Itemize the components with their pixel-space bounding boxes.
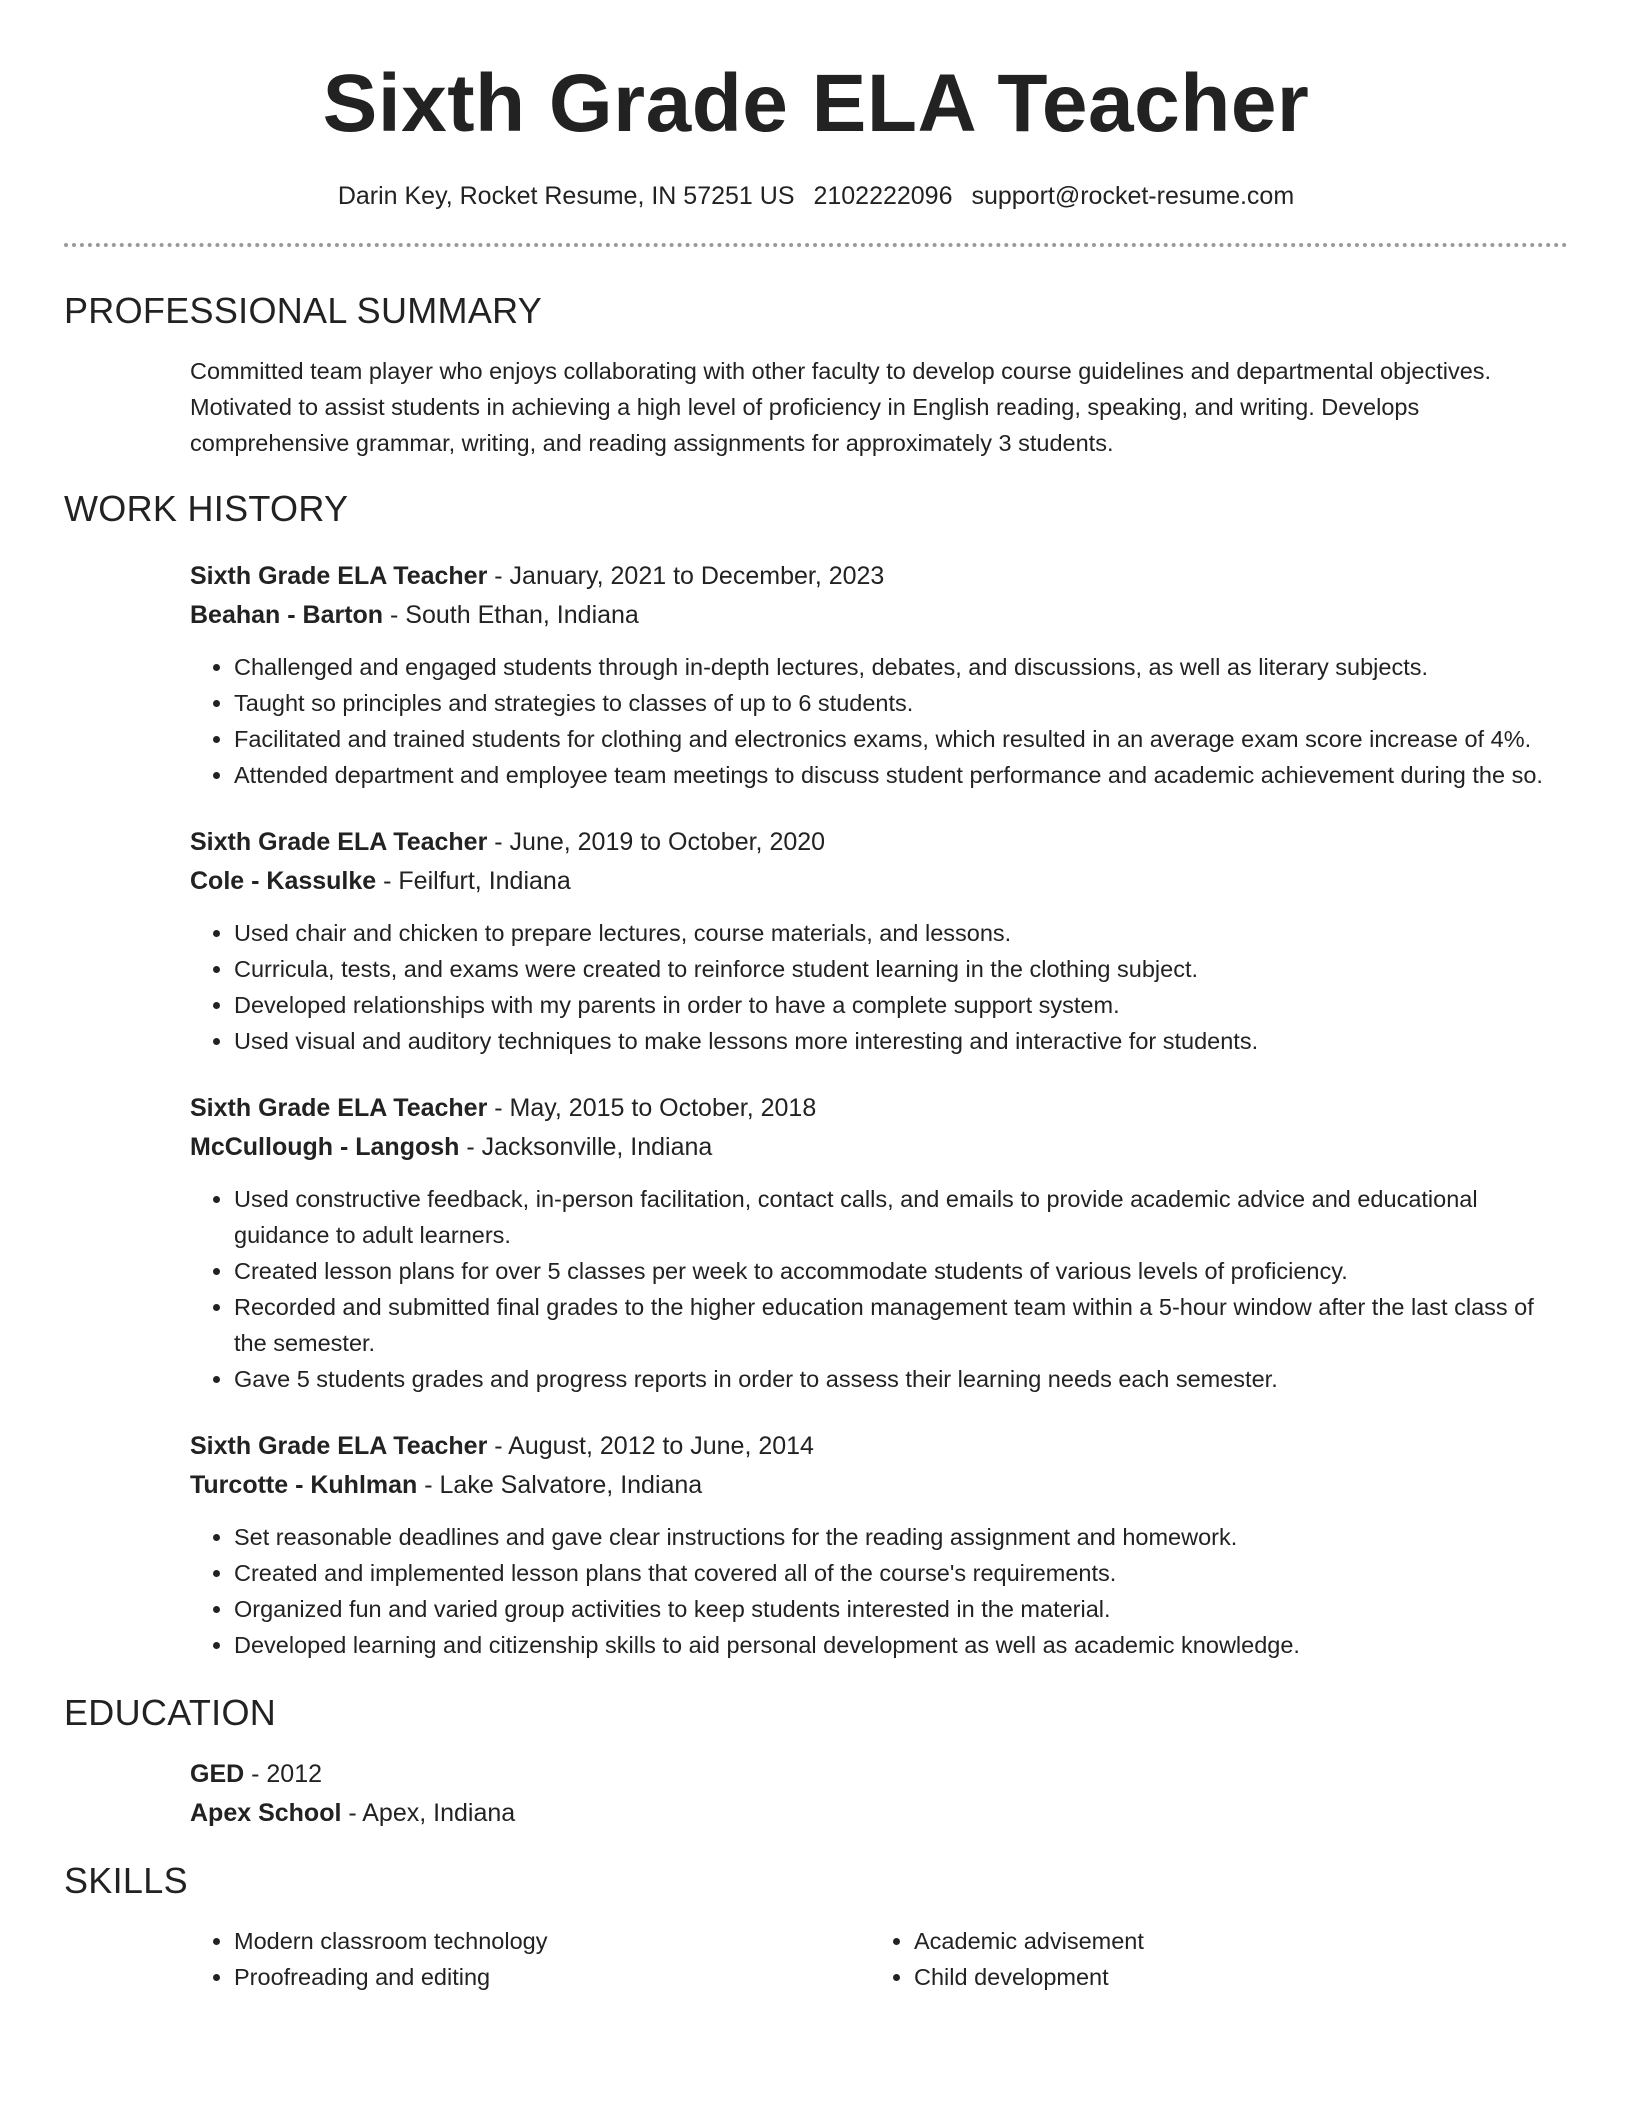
job-location: - Jacksonville, Indiana	[459, 1133, 713, 1161]
job-dates: - June, 2019 to October, 2020	[487, 828, 826, 856]
skills-bullets	[870, 1923, 1550, 1995]
job-title-line	[190, 823, 1568, 862]
job-bullet: • Developed relationships with my parents in order to have a complete support system.	[234, 987, 1568, 1023]
job-dates: - May, 2015 to October, 2018	[487, 1094, 817, 1122]
header-divider	[64, 243, 1568, 247]
job-bullets	[190, 1181, 1568, 1397]
job-title-line	[190, 1427, 1568, 1466]
work-history-list	[190, 557, 1568, 1663]
job-bullet: • Set reasonable deadlines and gave clear instructions for the reading assignment and homework.	[234, 1519, 1568, 1555]
section-title-summary: PROFESSIONAL SUMMARY	[64, 290, 543, 331]
job-company-line	[190, 862, 1568, 901]
job-location: - Feilfurt, Indiana	[376, 867, 571, 895]
job-company-line	[190, 1128, 1568, 1167]
contact-address: Darin Key, Rocket Resume, IN 57251 US	[337, 182, 795, 210]
education-school: Apex School	[190, 1799, 342, 1827]
skills-list	[190, 1923, 1568, 1995]
job-company: Beahan - Barton	[190, 601, 384, 629]
contact-email: support@rocket-resume.com	[971, 182, 1295, 210]
education-entry	[190, 1755, 1568, 1833]
job-bullet: • Challenged and engaged students through in-depth lectures, debates, and discussions, as well as literary subjects.	[234, 649, 1568, 685]
section-title-skills: SKILLS	[64, 1860, 188, 1901]
job-bullet: • Curricula, tests, and exams were created to reinforce student learning in the clothing subject.	[234, 951, 1568, 987]
education-year: - 2012	[244, 1760, 323, 1788]
job-bullets	[190, 649, 1568, 793]
job-title: Sixth Grade ELA Teacher	[190, 562, 488, 590]
contact-line	[64, 179, 1568, 213]
job-bullets	[190, 1519, 1568, 1663]
job-title: Sixth Grade ELA Teacher	[190, 828, 488, 856]
job-entry	[190, 1427, 1568, 1663]
summary-text: Committed team player who enjoys collaborating with other faculty to develop course guidelines and departmental objectives. Motivated to assist students in achieving a high level of proficiency in English reading, speaking, and writing. Develops comprehensive grammar, writing, and reading assignments for approximately 3 students.	[190, 358, 1492, 456]
skills-column-left	[190, 1923, 870, 1995]
job-company-line	[190, 596, 1568, 635]
job-bullet: • Used constructive feedback, in-person facilitation, contact calls, and emails to provide academic advice and educational guidance to adult learners.	[234, 1181, 1568, 1253]
job-location: - Lake Salvatore, Indiana	[417, 1471, 703, 1499]
job-title-line	[190, 557, 1568, 596]
job-bullet: • Developed learning and citizenship skills to aid personal development as well as academic knowledge.	[234, 1627, 1568, 1663]
job-dates: - January, 2021 to December, 2023	[487, 562, 885, 590]
section-title-work-history: WORK HISTORY	[64, 488, 349, 529]
job-dates: - August, 2012 to June, 2014	[487, 1432, 814, 1460]
job-title-line	[190, 1089, 1568, 1128]
job-entry	[190, 557, 1568, 793]
education-location: - Apex, Indiana	[341, 1799, 516, 1827]
job-bullet: • Used visual and auditory techniques to make lessons more interesting and interactive for students.	[234, 1023, 1568, 1059]
job-bullet: • Used chair and chicken to prepare lectures, course materials, and lessons.	[234, 915, 1568, 951]
job-bullet: • Created lesson plans for over 5 classes per week to accommodate students of various levels of proficiency.	[234, 1253, 1568, 1289]
job-bullet: • Gave 5 students grades and progress reports in order to assess their learning needs each semester.	[234, 1361, 1568, 1397]
education-school-line	[190, 1794, 1568, 1833]
job-company: McCullough - Langosh	[190, 1133, 460, 1161]
skill-item: • Modern classroom technology	[234, 1923, 870, 1959]
job-title: Sixth Grade ELA Teacher	[190, 1094, 488, 1122]
job-company-line	[190, 1466, 1568, 1505]
education-degree-line	[190, 1755, 1568, 1794]
skill-item: • Child development	[914, 1959, 1550, 1995]
job-bullet: • Taught so principles and strategies to classes of up to 6 students.	[234, 685, 1568, 721]
job-location: - South Ethan, Indiana	[383, 601, 639, 629]
skill-item: • Proofreading and editing	[234, 1959, 870, 1995]
job-bullets	[190, 915, 1568, 1059]
job-bullet: • Attended department and employee team meetings to discuss student performance and academic achievement during the so.	[234, 757, 1568, 793]
contact-phone: 2102222096	[813, 182, 953, 210]
section-title-education: EDUCATION	[64, 1692, 277, 1733]
education-degree: GED	[190, 1760, 245, 1788]
job-bullet: • Recorded and submitted final grades to the higher education management team within a 5-hour window after the last class of the semester.	[234, 1289, 1568, 1361]
resume-name: Sixth Grade ELA Teacher	[322, 58, 1310, 149]
skill-item: • Academic advisement	[914, 1923, 1550, 1959]
job-entry	[190, 1089, 1568, 1397]
job-company: Turcotte - Kuhlman	[190, 1471, 418, 1499]
job-bullet: • Facilitated and trained students for clothing and electronics exams, which resulted in an average exam score increase of 4%.	[234, 721, 1568, 757]
skills-bullets	[190, 1923, 870, 1995]
skills-column-right	[870, 1923, 1550, 1995]
job-entry	[190, 823, 1568, 1059]
job-bullet: • Created and implemented lesson plans that covered all of the course's requirements.	[234, 1555, 1568, 1591]
job-bullet: • Organized fun and varied group activities to keep students interested in the material.	[234, 1591, 1568, 1627]
job-title: Sixth Grade ELA Teacher	[190, 1432, 488, 1460]
job-company: Cole - Kassulke	[190, 867, 377, 895]
